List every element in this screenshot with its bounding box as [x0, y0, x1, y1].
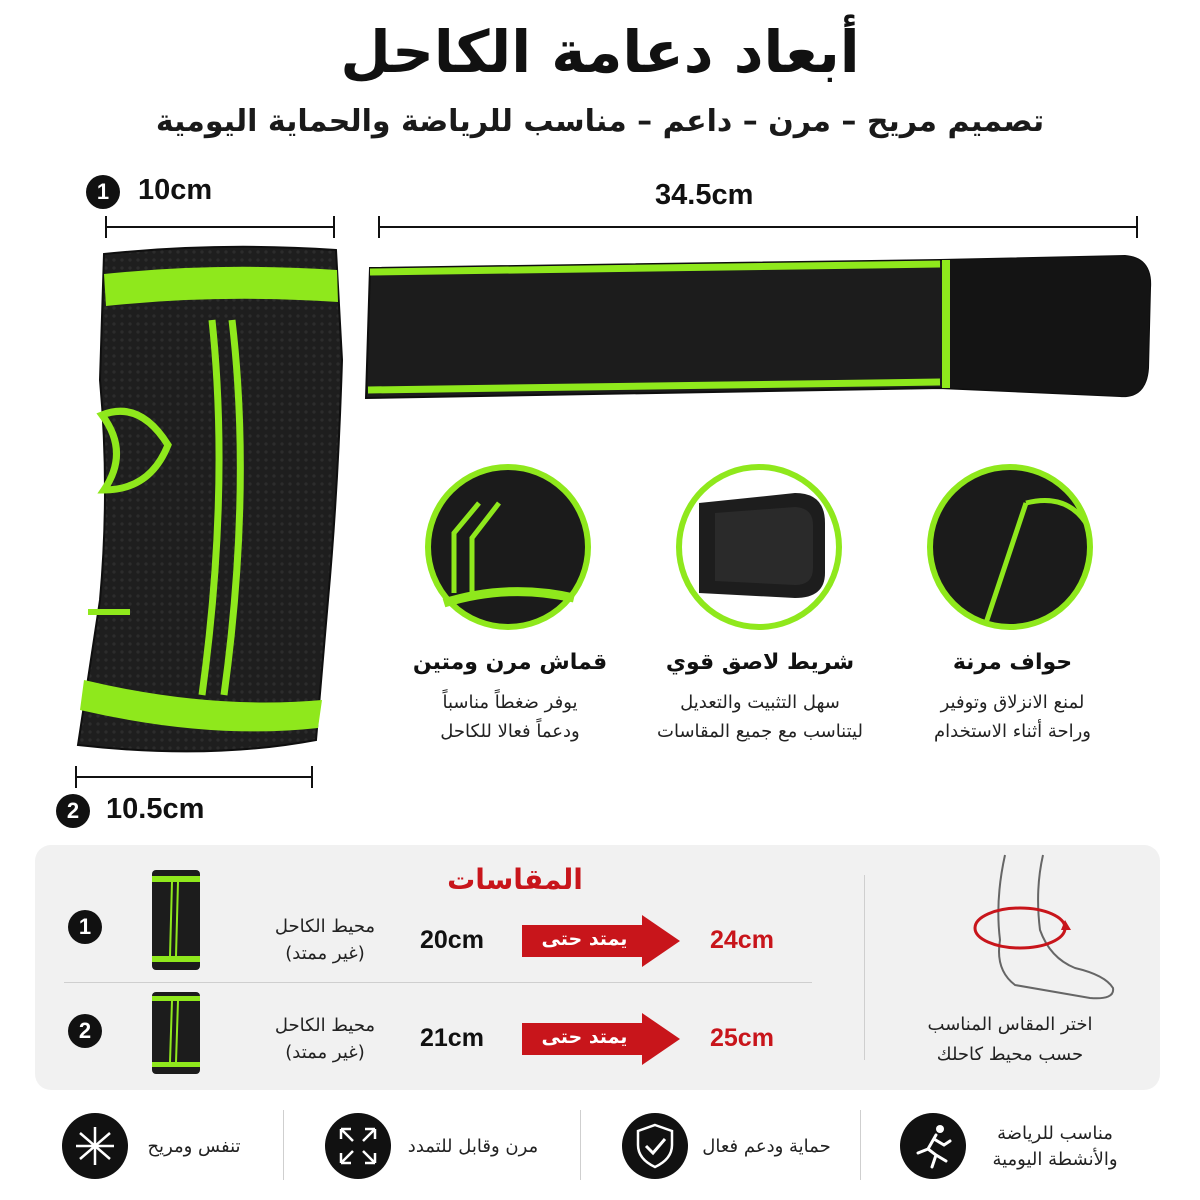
size-row-1-label-line-1: محيط الكاحل	[274, 916, 376, 937]
ankle-sleeve-image	[70, 240, 360, 770]
feature-desc-edges-line-2: وراحة أثناء الاستخدام	[934, 721, 1091, 742]
top-width-label: 10cm	[138, 174, 213, 206]
size-row-2-arrow-text: يمتد حتى	[541, 1026, 628, 1048]
velcro-strap-image	[360, 248, 1160, 408]
bottom-divider-2	[580, 1110, 581, 1180]
size-badge-1: 1	[86, 175, 120, 209]
size-guide-text	[890, 1010, 1130, 1070]
feature-title-fabric: قماش مرن ومتين	[412, 650, 608, 675]
size-row-1-label-line-2: (غير ممتد)	[285, 943, 365, 964]
stretch-arrows-icon	[325, 1113, 391, 1179]
bottom-feature-sports-line-1: مناسب للرياضة	[997, 1123, 1113, 1144]
feature-desc-fabric-line-2: ودعماً فعالا للكاحل	[440, 721, 580, 742]
bottom-feature-stretch: مرن وقابل للتمدد	[407, 1136, 539, 1157]
size-row-2-sleeve-thumbnail	[146, 990, 206, 1080]
size-guide-line-1: اختر المقاس المناسب	[927, 1014, 1093, 1035]
size-row-2-badge: 2	[68, 1014, 102, 1048]
velcro-closeup-image	[675, 463, 843, 631]
size-rows-divider	[64, 982, 812, 983]
shield-check-icon	[622, 1113, 688, 1179]
size-row-2-label-line-2: (غير ممتد)	[285, 1042, 365, 1063]
size-row-2-stretched: 25cm	[710, 1024, 774, 1052]
edge-closeup-image	[926, 463, 1094, 631]
feature-desc-velcro	[630, 688, 890, 746]
strap-length-dimension-line	[372, 212, 1144, 242]
feature-title-velcro: شريط لاصق قوي	[665, 650, 855, 675]
bottom-feature-protection: حماية ودعم فعال	[702, 1136, 831, 1157]
size-row-1-sleeve-thumbnail	[146, 866, 206, 976]
panel-divider	[864, 875, 865, 1060]
size-badge-2: 2	[56, 794, 90, 828]
size-guide-line-2: حسب محيط كاحلك	[936, 1044, 1084, 1065]
bottom-divider-1	[283, 1110, 284, 1180]
feature-desc-velcro-line-1: سهل التثبيت والتعديل	[680, 692, 840, 713]
feature-title-edges: حواف مرنة	[952, 650, 1073, 675]
foot-measure-illustration	[965, 850, 1125, 1010]
size-row-1-arrow-text: يمتد حتى	[541, 928, 628, 950]
strap-length-label: 34.5cm	[655, 179, 754, 211]
feature-desc-fabric-line-1: يوفر ضغطاً مناسباً	[442, 692, 578, 713]
size-row-1-badge: 1	[68, 910, 102, 944]
size-row-2-label	[250, 1012, 400, 1066]
feature-desc-velcro-line-2: ليتناسب مع جميع المقاسات	[657, 721, 863, 742]
page-title: أبعاد دعامة الكاحل	[340, 18, 860, 86]
size-row-2-unstretched: 21cm	[420, 1024, 484, 1052]
page-subtitle: تصميم مريح – مرن – داعم – مناسب للرياضة والحماية اليومية	[155, 104, 1045, 139]
bottom-feature-sports	[975, 1121, 1135, 1173]
bottom-width-label: 10.5cm	[106, 793, 205, 825]
sizes-title: المقاسات	[447, 863, 583, 896]
fabric-closeup-image	[424, 463, 592, 631]
size-row-1-unstretched: 20cm	[420, 926, 484, 954]
feature-desc-edges	[895, 688, 1130, 746]
bottom-divider-3	[860, 1110, 861, 1180]
breathable-icon	[62, 1113, 128, 1179]
size-row-1-label	[250, 913, 400, 967]
size-row-1-stretched: 24cm	[710, 926, 774, 954]
bottom-feature-sports-line-2: والأنشطة اليومية	[992, 1149, 1118, 1170]
running-person-icon	[900, 1113, 966, 1179]
size-row-2-label-line-1: محيط الكاحل	[274, 1015, 376, 1036]
bottom-feature-breathable: تنفس ومريح	[147, 1136, 241, 1157]
feature-desc-edges-line-1: لمنع الانزلاق وتوفير	[940, 692, 1085, 713]
top-width-dimension-line	[100, 212, 340, 242]
feature-desc-fabric	[395, 688, 625, 746]
